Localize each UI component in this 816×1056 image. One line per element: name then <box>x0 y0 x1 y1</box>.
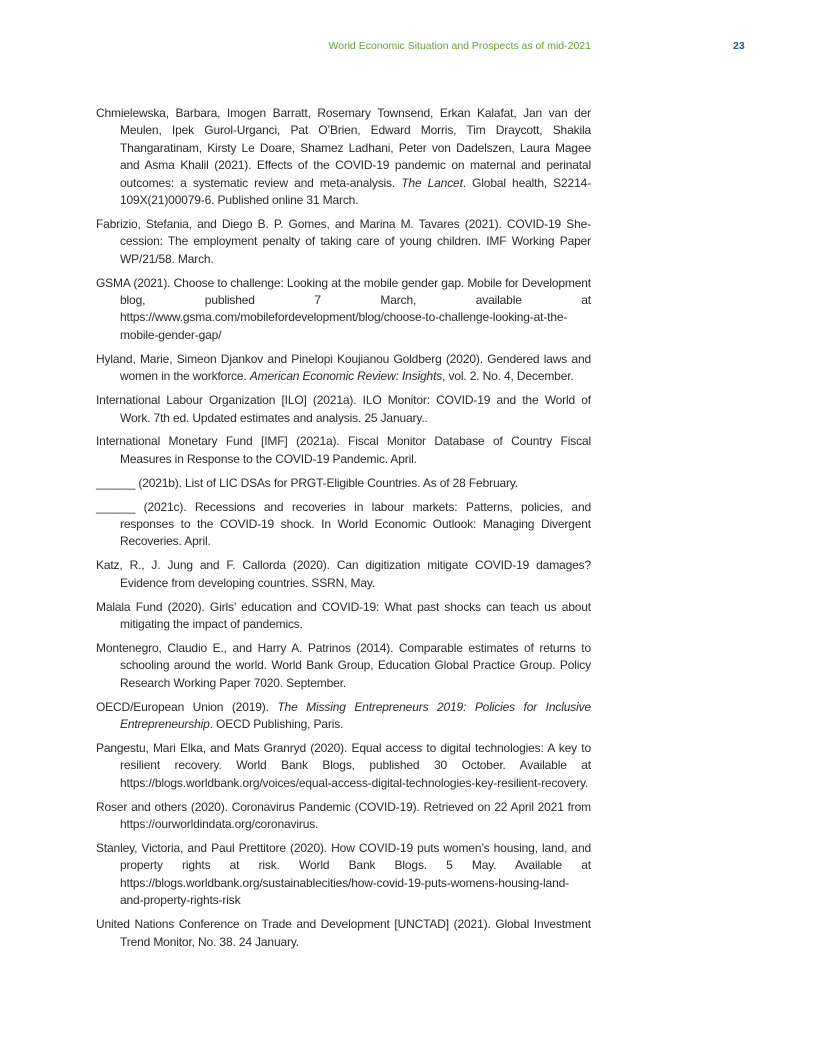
reference-text: Malala Fund (2020). Girls’ education and COVID-19: What past shocks can teach us about mitigating the impact of pandemics. <box>96 599 591 632</box>
reference-text: ______ (2021b). List of LIC DSAs for PRGT-Eligible Countries. As of 28 February. <box>96 475 518 490</box>
running-title: World Economic Situation and Prospects as of mid-2021 <box>328 40 591 52</box>
reference-text: ______ (2021c). Recessions and recoveries in labour markets: Patterns, policies, and responses to the COVID-19 shock. In World Economic Outlook: Managing Divergent Recoveries. April. <box>96 499 591 549</box>
reference-oecd <box>96 699 591 734</box>
reference-ilo <box>96 392 591 427</box>
reference-text: International Monetary Fund [IMF] (2021a). Fiscal Monitor Database of Country Fiscal Measures in Response to the COVID-19 Pandemic. April. <box>96 434 591 466</box>
reference-text: . OECD Publishing, Paris. <box>209 717 344 732</box>
reference-imf-2021a <box>96 433 591 468</box>
reference-hyland <box>96 351 591 386</box>
reference-text: . Global health, S2214-109X(21)00079-6. Published online 31 March. <box>120 175 591 208</box>
reference-gsma <box>96 275 591 345</box>
reference-text: Katz, R., J. Jung and F. Callorda (2020). Can digitization mitigate COVID-19 damages? Evidence from developing countries. SSRN, May. <box>96 558 591 590</box>
reference-text: Fabrizio, Stefania, and Diego B. P. Gomes, and Marina M. Tavares (2021). COVID-19 She-cession: The employment penalty of taking care of young children. IMF Working Paper WP/21/58. March. <box>96 216 591 266</box>
reference-text: GSMA (2021). Choose to challenge: Looking at the mobile gender gap. Mobile for Development blog, published 7 March, available at https://www.gsma.com/mobilefordevelopment/blog/choose-to-challenge-looking-at-the-mobile-gender-gap/ <box>96 275 591 342</box>
reference-fabrizio <box>96 216 591 268</box>
reference-list <box>96 105 591 957</box>
reference-text: United Nations Conference on Trade and Development [UNCTAD] (2021). Global Investment Trend Monitor, No. 38. 24 January. <box>96 917 591 949</box>
reference-text: Stanley, Victoria, and Paul Prettitore (2020). How COVID-19 puts women’s housing, land, and property rights at risk. World Bank Blogs. 5 May. Available at https://blogs.worldbank.org/sustainablecities/how-covid-19-puts-womens-housing-land-and-property-rights-risk <box>96 841 591 908</box>
reference-text: , vol. 2. No. 4, December. <box>442 369 574 384</box>
reference-pangestu <box>96 740 591 792</box>
reference-text: Roser and others (2020). Coronavirus Pandemic (COVID-19). Retrieved on 22 April 2021 from https://ourworldindata.org/coronavirus. <box>96 799 591 832</box>
reference-text: Montenegro, Claudio E., and Harry A. Patrinos (2014). Comparable estimates of returns to schooling around the world. World Bank Group, Education Global Practice Group. Policy Research Working Paper 7020. September. <box>96 640 591 690</box>
reference-text: International Labour Organization [ILO] (2021a). ILO Monitor: COVID-19 and the World of Work. 7th ed. Updated estimates and analysis. 25 January.. <box>96 393 591 425</box>
reference-italic-title: American Economic Review: Insights <box>249 369 443 384</box>
reference-stanley <box>96 840 591 910</box>
reference-katz <box>96 557 591 592</box>
reference-italic-title: The Lancet <box>401 175 463 190</box>
reference-text: OECD/European Union (2019). <box>96 699 278 714</box>
reference-roser <box>96 799 591 834</box>
reference-unctad <box>96 916 591 951</box>
reference-text: Pangestu, Mari Elka, and Mats Granryd (2020). Equal access to digital technologies: A key to resilient recovery. World Bank Blogs, published 30 October. Available at https://blogs.worldbank.org/voices/equal-access-digital-technologies-key-resilient-recovery. <box>96 741 591 790</box>
reference-text: Chmielewska, Barbara, Imogen Barratt, Rosemary Townsend, Erkan Kalafat, Jan van der Meulen, Ipek Gurol-Urganci, Pat O’Brien, Edward Morris, Tim Draycott, Shakila Thangaratinam, Kirsty Le Doare, Shamez Ladhani, Peter von Dadelszen, Laura Magee and Asma Khalil (2021). Effects of the COVID-19 pandemic on maternal and perinatal outcomes: a systematic review and meta-analysis. <box>96 106 591 190</box>
reference-imf-2021c <box>96 499 591 551</box>
page-number: 23 <box>733 40 745 52</box>
reference-text: Hyland, Marie, Simeon Djankov and Pinelopi Koujianou Goldberg (2020). Gendered laws and women in the workforce. <box>96 351 591 384</box>
running-header <box>0 40 816 56</box>
reference-montenegro <box>96 640 591 692</box>
reference-malala-fund <box>96 599 591 634</box>
reference-imf-2021b <box>96 475 591 492</box>
reference-chmielewska <box>96 105 591 209</box>
reference-italic-title: The Missing Entrepreneurs 2019: Policies for Inclusive Entrepreneurship <box>120 699 591 732</box>
